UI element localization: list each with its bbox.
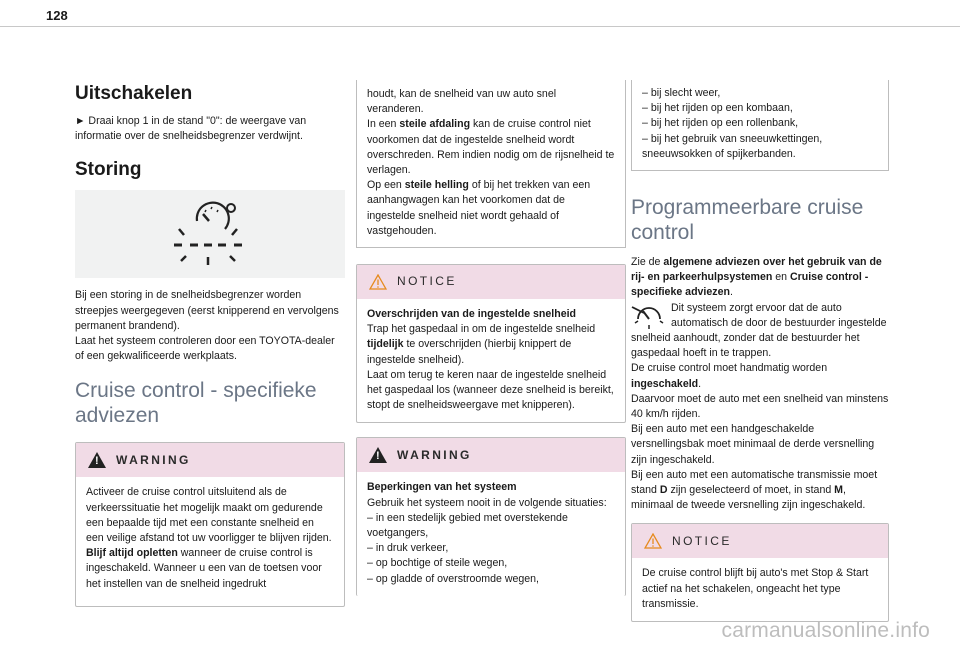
warning-head-2: Beperkingen van het systeem (367, 481, 517, 494)
list-item: – in druk verkeer, (367, 541, 615, 556)
fault-text-1: Bij een storing in de snelheidsbegrenzer worden streepjes weergegeven (eerst knipperend en vervolgens permanent brandend). (75, 289, 339, 332)
notice-box-1 (356, 264, 626, 423)
warning-body-2 (357, 472, 625, 595)
prog-text-4: Bij een auto met een handgeschakelde versnellingsbak moet minimaal de derde versnelling zijn ingeschakeld. (631, 423, 875, 466)
notice-body-2 (632, 558, 888, 621)
warning-continuation (356, 80, 626, 248)
heading-cruise-advice: Cruise control - specifieke adviezen (75, 379, 317, 428)
notice-text-2: Laat om terug te keren naar de ingestelde snelheid het gaspedaal los (wanneer deze snelheid is bereikt, stopt de snelheidsweergave met knipperen). (367, 368, 614, 412)
limitations-list-cont (642, 86, 878, 147)
notice-text-1: Trap het gaspedaal in om de ingestelde snelheid tijdelijk te overschrijden (hierbij knippert de ingestelde snelheid). (367, 323, 596, 366)
warning-header-2 (357, 438, 625, 472)
notice-title: NOTICE (397, 274, 457, 289)
prog-text-1: Dit systeem zorgt ervoor dat de auto automatisch de door de bestuurder ingestelde snelheid aanhoudt, zonder dat de bestuurder het gaspedaal hoeft in te trappen. (631, 301, 887, 360)
warning-box-2 (356, 437, 626, 595)
heading-programmable-cruise: Programmeerbare cruise control (631, 196, 864, 245)
warning-continuation-2 (631, 80, 889, 171)
fault-text-2: Laat het systeem controleren door een TOYOTA-dealer of een gekwalificeerde werkplaats. (75, 335, 335, 363)
warning-text-1: Activeer de cruise control uitsluitend als de verkeerssituatie het mogelijk maakt om gedurende een bepaalde tijd met een constante snelheid en een veilige afstand tot uw voorligger te blijven rijden. (86, 486, 332, 545)
notice-header-2 (632, 524, 888, 558)
prog-text-5: Bij een auto met een automatische transmissie moet stand D zijn geselecteerd of moet, in stand M, minimaal de tweede versnelling zijn ingeschakeld. (631, 468, 878, 512)
list-item: – bij het rijden op een rollenbank, (642, 116, 878, 131)
page-number: 128 (46, 8, 68, 23)
list-item: – op bochtige of steile wegen, (367, 556, 615, 571)
heading-storing: Storing (75, 159, 142, 181)
column-3 (631, 80, 889, 622)
warning-body (76, 477, 344, 605)
notice-triangle-icon (644, 533, 662, 549)
cont-text-1: houdt, kan de snelheid van uw auto snel veranderen. (367, 88, 557, 116)
warning-title-2: WARNING (397, 447, 472, 462)
notice-title-2: NOTICE (672, 533, 732, 548)
see-also-text: Zie de algemene adviezen over het gebruik van de rij- en parkeerhulpsystemen en Cruise control - specifieke adviezen. (631, 256, 882, 299)
heading-uitschakelen: Uitschakelen (75, 83, 193, 104)
warning-triangle-icon (369, 447, 387, 463)
column-1 (75, 82, 345, 607)
warning-text-3: Gebruik het systeem nooit in de volgende situaties: (367, 496, 607, 509)
cont-tail: sneeuwsokken of spijkerbanden. (642, 147, 796, 160)
speed-limiter-fault-figure (75, 190, 345, 278)
list-item: – bij het gebruik van sneeuwkettingen, (642, 132, 878, 147)
header-rule (0, 26, 960, 27)
prog-text-3: Daarvoor moet de auto met een snelheid van minstens 40 km/h rijden. (631, 392, 889, 421)
cont-text-3: Op een steile helling of bij het trekken van een aanhangwagen kan het voorkomen dat de ingestelde snelheid niet wordt gehaald of vastgehouden. (367, 179, 591, 237)
limitations-list (367, 511, 615, 587)
speedometer-dashes-icon (165, 199, 255, 269)
off-text: ► Draai knop 1 in de stand "0": de weergave van informatie over de snelheidsbegrenzer verdwijnt. (75, 115, 307, 143)
notice-head: Overschrijden van de ingestelde snelheid (367, 308, 577, 321)
cont-text-2: In een steile afdaling kan de cruise control niet voorkomen dat de ingestelde snelheid wordt overschreden. Rem indien nodig om de rijsnelheid te verlagen. (367, 118, 615, 177)
list-item: – op gladde of overstroomde wegen, (367, 572, 615, 587)
column-2 (356, 80, 626, 596)
list-item: – in een stedelijk gebied met overstekende voetgangers, (367, 511, 615, 541)
cruise-control-icon (631, 301, 667, 331)
prog-text-2: De cruise control moet handmatig worden ingeschakeld. (631, 362, 828, 390)
warning-title: WARNING (116, 452, 191, 467)
notice-box-2 (631, 523, 889, 622)
warning-box-1 (75, 442, 345, 606)
warning-text-2: Blijf altijd opletten wanneer de cruise control is ingeschakeld. Wanneer u een van de toetsen voor het instellen van de snelheid ingedrukt (86, 547, 322, 590)
list-item: – bij slecht weer, (642, 86, 878, 101)
list-item: – bij het rijden op een kombaan, (642, 101, 878, 116)
warning-header (76, 443, 344, 477)
notice-header (357, 265, 625, 299)
watermark-logo[interactable]: carmanualsonline.info (721, 619, 930, 642)
notice-text-3: De cruise control blijft bij auto's met Stop & Start actief na het schakelen, ongeacht het type transmissie. (642, 567, 869, 610)
notice-triangle-icon (369, 274, 387, 290)
notice-body (357, 299, 625, 422)
warning-triangle-icon (88, 452, 106, 468)
